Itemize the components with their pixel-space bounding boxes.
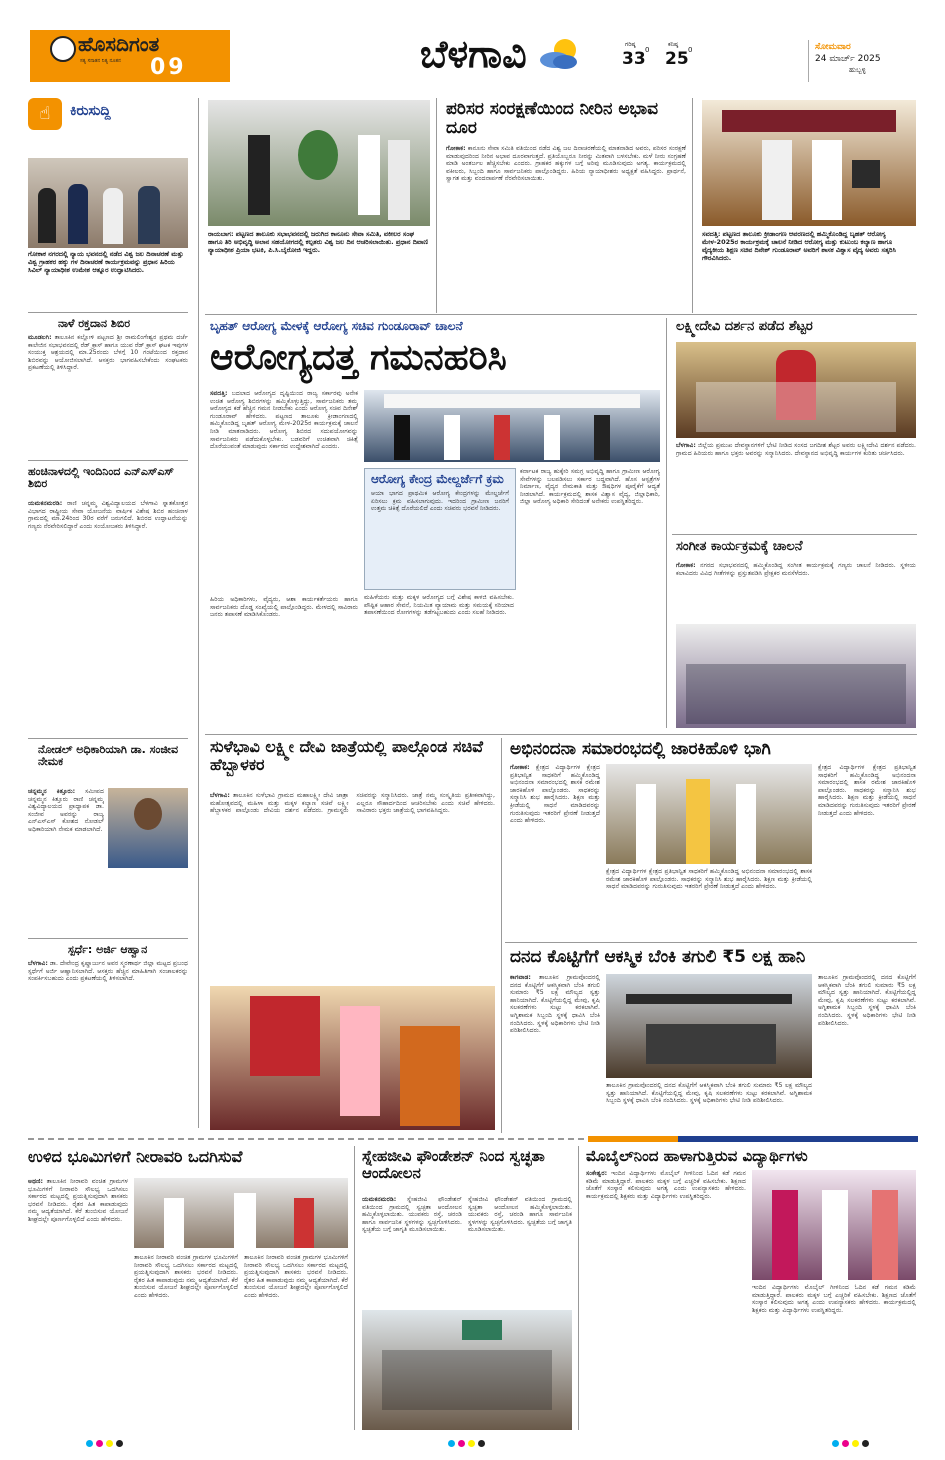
color-registration-dots	[86, 1440, 123, 1447]
temp-max-value: 33	[622, 49, 646, 69]
edition-name: ಬೆಳಗಾವಿ	[420, 32, 527, 76]
sulebhavi-body: ಬೆಳಗಾವಿ: ತಾಲೂಕಿನ ಸುಳೆಭಾವಿ ಗ್ರಾಮದ ಮಹಾಲಕ್ಷ್ಮೀ ದೇವಿ ಜಾತ್ರಾ ಮಹೋತ್ಸವದಲ್ಲಿ ಮಹಿಳಾ ಮತ್ತು ಮಕ್ಕಳ ಕಲ್ಯಾಣ ಸಚಿವೆ ಲಕ್ಷ್ಮೀ ಹೆಬ್ಬಾಳಕರ ಪಾಲ್ಗೊಂಡು ದೇವಿಯ ದರ್ಶನ ಪಡೆದರು. ಗ್ರಾಮಸ್ಥರು ಸಚಿವರನ್ನು ಸನ್ಮಾನಿಸಿದರು. ಜಾತ್ರೆ ನಮ್ಮ ಸಂಸ್ಕೃತಿಯ ಪ್ರತೀಕವಾಗಿದ್ದು, ಎಲ್ಲರೂ ಸೌಹಾರ್ದದಿಂದ ಆಚರಿಸಬೇಕು ಎಂದು ಸಚಿವೆ ಹೇಳಿದರು. ಸಾವಿರಾರು ಭಕ್ತರು ಜಾತ್ರೆಯಲ್ಲಿ ಭಾಗವಹಿಸಿದ್ದರು.	[210, 792, 495, 815]
brief-3-body: ಚನ್ನಮ್ಮನ ಕಿತ್ತೂರು: ಸಮೀಪದ ಚನ್ನಮ್ಮನ ಕಿತ್ತೂರು ರಾಣಿ ಚನ್ನಮ್ಮ ವಿಶ್ವವಿದ್ಯಾಲಯದ ಪ್ರಾಧ್ಯಾಪಕ ಡಾ. ಸಂಜೀವ ಅವರನ್ನು ರಾಜ್ಯ ಎನ್‌ಎಸ್‌ಎಸ್ ಕೋಶದ ನೋಡಲ್ ಅಧಿಕಾರಿಯಾಗಿ ನೇಮಕ ಮಾಡಲಾಗಿದೆ.	[28, 788, 104, 833]
brief-2-title: ಹಂಚಿನಾಳದಲ್ಲಿ ಇಂದಿನಿಂದ ಎನ್‌ಎಸ್‌ಎಸ್ ಶಿಬಿರ	[28, 465, 174, 491]
brief-3-portrait	[108, 788, 188, 868]
lead-col-3: ಕರ್ನಾಟಕ ರಾಜ್ಯ ಹುಕ್ಕೇರಿ ಸಮಗ್ರ ಅಭಿವೃದ್ಧಿ ಹಾಗೂ ಗ್ರಾಮೀಣ ಆರೋಗ್ಯ ಸೇವೆಗಳನ್ನು ಬಲಪಡಿಸಲು ಸರ್ಕಾರ ಬದ್ಧವಾಗಿದೆ. ಹೊಸ ಆಸ್ಪತ್ರೆಗಳ ನಿರ್ಮಾಣ, ವೈದ್ಯರ ನೇಮಕಾತಿ ಮತ್ತು ಔಷಧಿಗಳ ಪೂರೈಕೆಗೆ ಆದ್ಯತೆ ನೀಡಲಾಗಿದೆ. ಕಾರ್ಯಕ್ರಮದಲ್ಲಿ ಶಾಸಕ ವಿಶ್ವಾಸ ವೈದ್ಯ, ಜಿಲ್ಲಾಧಿಕಾರಿ, ಜಿಲ್ಲಾ ಆರೋಗ್ಯ ಅಧಿಕಾರಿ ಸೇರಿದಂತೆ ಅನೇಕರು ಉಪಸ್ಥಿತರಿದ್ದರು.	[520, 468, 660, 506]
temp-max-degree: 0	[645, 46, 650, 54]
brief-4-body: ಬೆಳಗಾವಿ: ಡಾ. ದೇವೇಂದ್ರ ಕೃಷ್ಣಾರ್ಜುನ ಅವರ ಸ್ಮರಣಾರ್ಥ ಜಿಲ್ಲಾ ಮಟ್ಟದ ಪ್ರಬಂಧ ಸ್ಪರ್ಧೆಗೆ ಅರ್ಜಿ ಆಹ್ವಾನಿಸಲಾಗಿದೆ. ಆಸಕ್ತರು ಹೆಚ್ಚಿನ ಮಾಹಿತಿಗಾಗಿ ಸಂಚಾಲಕರನ್ನು ಸಂಪರ್ಕಿಸಬಹುದು ಎಂದು ಪ್ರಕಟಣೆಯಲ್ಲಿ ತಿಳಿಸಲಾಗಿದೆ.	[28, 960, 188, 983]
abhinandana-headline: ಅಭಿನಂದನಾ ಸಮಾರಂಭದಲ್ಲಿ ಜಾರಕಿಹೊಳಿ ಭಾಗಿ	[510, 739, 771, 759]
bottom-1-body: ಅಥಣಿ: ತಾಲೂಕಿನ ನೀರಾವರಿ ವಂಚಿತ ಗ್ರಾಮಗಳ ಭೂಮಿಗಳಿಗೆ ನೀರಾವರಿ ಸೌಲಭ್ಯ ಒದಗಿಸಲು ಸರ್ಕಾರದ ಮಟ್ಟದಲ್ಲಿ ಪ್ರಯತ್ನಿಸುವುದಾಗಿ ಶಾಸಕರು ಭರವಸೆ ನೀಡಿದರು. ರೈತರ ಹಿತ ಕಾಪಾಡುವುದು ನಮ್ಮ ಆದ್ಯತೆಯಾಗಿದೆ. ಕೆರೆ ತುಂಬಿಸುವ ಯೋಜನೆ ಶೀಘ್ರದಲ್ಲೇ ಪೂರ್ಣಗೊಳ್ಳಲಿದೆ ಎಂದು ಹೇಳಿದರು.	[28, 1178, 128, 1223]
bottom-1-body-3: ತಾಲೂಕಿನ ನೀರಾವರಿ ವಂಚಿತ ಗ್ರಾಮಗಳ ಭೂಮಿಗಳಿಗೆ ನೀರಾವರಿ ಸೌಲಭ್ಯ ಒದಗಿಸಲು ಸರ್ಕಾರದ ಮಟ್ಟದಲ್ಲಿ ಪ್ರಯತ್ನಿಸುವುದಾಗಿ ಶಾಸಕರು ಭರವಸೆ ನೀಡಿದರು. ರೈತರ ಹಿತ ಕಾಪಾಡುವುದು ನಮ್ಮ ಆದ್ಯತೆಯಾಗಿದೆ. ಕೆರೆ ತುಂಬಿಸುವ ಯೋಜನೆ ಶೀಘ್ರದಲ್ಲೇ ಪೂರ್ಣಗೊಳ್ಳಲಿದೆ ಎಂದು ಹೇಳಿದರು.	[244, 1254, 348, 1299]
lead-photo	[364, 390, 660, 462]
kirusuddi-photo	[28, 158, 188, 248]
weekday: ಸೋಮವಾರ	[815, 42, 851, 52]
temp-min-degree: 0	[688, 46, 693, 54]
color-registration-dots-center	[448, 1440, 485, 1447]
brief-4-title: ಸ್ಪರ್ಧೆ: ಅರ್ಜಿ ಆಹ್ವಾನ	[68, 943, 148, 956]
danada-photo	[606, 974, 812, 1078]
lead-headline: ಆರೋಗ್ಯದತ್ತ ಗಮನಹರಿಸಿ	[210, 337, 507, 378]
sangeeta-headline: ಸಂಗೀತ ಕಾರ್ಯಕ್ರಮಕ್ಕೆ ಚಾಲನೆ	[676, 539, 803, 554]
bottom-3-headline: ಮೊಬೈಲ್‌ನಿಂದ ಹಾಳಾಗುತ್ತಿರುವ ವಿದ್ಯಾರ್ಥಿಗಳು	[586, 1147, 808, 1165]
top-story-3-caption: ಸವದತ್ತಿ: ಪಟ್ಟಣದ ತಾಲೂಕು ಕ್ರೀಡಾಂಗಣ ಆವರಣದಲ್ಲಿ ಹಮ್ಮಿಕೊಂಡಿದ್ದ ಬೃಹತ್ ಆರೋಗ್ಯ ಮೇಳ-2025ರ ಕಾರ್ಯಕ್ರಮಕ್ಕೆ ಚಾಲನೆ ನೀಡಿದ ಆರೋಗ್ಯ ಮತ್ತು ಕುಟುಂಬ ಕಲ್ಯಾಣ ಹಾಗೂ ವೈದ್ಯಕೀಯ ಶಿಕ್ಷಣ ಸಚಿವ ದಿನೇಶ್ ಗುಂಡೂರಾವ್ ಅವರಿಗೆ ಶಾಸಕ ವಿಶ್ವಾಸ ವೈದ್ಯ ಅವರು ಸತ್ಕರಿಸಿ ಗೌರವಿಸಿದರು.	[702, 230, 896, 262]
abhinandana-body: ಗೋಕಾಕ: ಕ್ಷೇತ್ರದ ವಿದ್ಯಾರ್ಥಿಗಳ ಕ್ಷೇತ್ರದ ಪ್ರತಿಭಾನ್ವಿತ ಸಾಧಕರಿಗೆ ಹಮ್ಮಿಕೊಂಡಿದ್ದ ಅಭಿನಂದನಾ ಸಮಾರಂಭದಲ್ಲಿ ಶಾಸಕ ರಮೇಶ ಜಾರಕಿಹೊಳಿ ಪಾಲ್ಗೊಂಡರು. ಸಾಧಕರನ್ನು ಸನ್ಮಾನಿಸಿ ಶುಭ ಹಾರೈಸಿದರು. ಶಿಕ್ಷಣ ಮತ್ತು ಕ್ರೀಡೆಯಲ್ಲಿ ಸಾಧನೆ ಮಾಡಿದವರನ್ನು ಗುರುತಿಸುವುದು ಇತರರಿಗೆ ಪ್ರೇರಣೆ ನೀಡುತ್ತದೆ ಎಂದು ಹೇಳಿದರು.	[510, 764, 600, 825]
bottom-1-body-2: ತಾಲೂಕಿನ ನೀರಾವರಿ ವಂಚಿತ ಗ್ರಾಮಗಳ ಭೂಮಿಗಳಿಗೆ ನೀರಾವರಿ ಸೌಲಭ್ಯ ಒದಗಿಸಲು ಸರ್ಕಾರದ ಮಟ್ಟದಲ್ಲಿ ಪ್ರಯತ್ನಿಸುವುದಾಗಿ ಶಾಸಕರು ಭರವಸೆ ನೀಡಿದರು. ರೈತರ ಹಿತ ಕಾಪಾಡುವುದು ನಮ್ಮ ಆದ್ಯತೆಯಾಗಿದೆ. ಕೆರೆ ತುಂಬಿಸುವ ಯೋಜನೆ ಶೀಘ್ರದಲ್ಲೇ ಪೂರ್ಣಗೊಳ್ಳಲಿದೆ ಎಂದು ಹೇಳಿದರು.	[134, 1254, 238, 1299]
temp-max-label: ಗರಿಷ್ಠ	[625, 41, 636, 48]
lead-inset-box	[364, 468, 516, 590]
brand-logo-icon	[50, 36, 76, 62]
lead-inset-title: ಆರೋಗ್ಯ ಕೇಂದ್ರ ಮೇಲ್ದರ್ಜೆಗೆ ಕ್ರಮ	[371, 472, 504, 486]
brief-1-body: ಮೂಡಲಗಿ: ತಾಲೂಕಿನ ಕಲ್ಲೋಳಿ ಪಟ್ಟಣದ ಶ್ರೀ ರಾಮಲಿಂಗೇಶ್ವರ ಪ್ರಥಮ ದರ್ಜೆ ಕಾಲೇಜಿನ ಸಭಾಭವನದಲ್ಲಿ ರೆಡ್ ಕ್ರಾಸ್ ಹಾಗೂ ಯುವ ರೆಡ್ ಕ್ರಾಸ್ ಘಟಕ ಇವುಗಳ ಸಂಯುಕ್ತ ಆಶ್ರಯದಲ್ಲಿ ಮಾ.25ರಂದು ಬೆಳಗ್ಗೆ 10 ಗಂಟೆಯಿಂದ ರಕ್ತದಾನ ಶಿಬಿರವನ್ನು ಆಯೋಜಿಸಲಾಗಿದೆ. ಆಸಕ್ತರು ಭಾಗವಹಿಸಬೇಕೆಂದು ಸಂಘಟಕರು ಪ್ರಕಟಣೆಯಲ್ಲಿ ತಿಳಿಸಿದ್ದಾರೆ.	[28, 334, 188, 372]
kirusuddi-header	[28, 98, 188, 130]
brief-2-body: ಯಮಕನಮರಡಿ: ರಾಣಿ ಚನ್ನಮ್ಮ ವಿಶ್ವವಿದ್ಯಾಲಯದ ಬೆಳಗಾವಿ ಸ್ನಾತಕೋತ್ತರ ವಿಭಾಗದ ರಾಷ್ಟ್ರೀಯ ಸೇವಾ ಯೋಜನೆಯ ವಾರ್ಷಿಕ ವಿಶೇಷ ಶಿಬಿರ ಹಂಚಿನಾಳ ಗ್ರಾಮದಲ್ಲಿ ಮಾ.24ರಿಂದ 30ರ ವರೆಗೆ ಜರುಗಲಿದೆ. ಶಿಬಿರದ ಉದ್ಘಾಟನೆಯನ್ನು ಗಣ್ಯರು ನೆರವೇರಿಸಲಿದ್ದಾರೆ ಎಂದು ಸಂಯೋಜಕರು ತಿಳಿಸಿದ್ದಾರೆ.	[28, 500, 188, 530]
date-box	[808, 40, 917, 82]
abhinandana-body-2: ಕ್ಷೇತ್ರದ ವಿದ್ಯಾರ್ಥಿಗಳ ಕ್ಷೇತ್ರದ ಪ್ರತಿಭಾನ್ವಿತ ಸಾಧಕರಿಗೆ ಹಮ್ಮಿಕೊಂಡಿದ್ದ ಅಭಿನಂದನಾ ಸಮಾರಂಭದಲ್ಲಿ ಶಾಸಕ ರಮೇಶ ಜಾರಕಿಹೊಳಿ ಪಾಲ್ಗೊಂಡರು. ಸಾಧಕರನ್ನು ಸನ್ಮಾನಿಸಿ ಶುಭ ಹಾರೈಸಿದರು. ಶಿಕ್ಷಣ ಮತ್ತು ಕ್ರೀಡೆಯಲ್ಲಿ ಸಾಧನೆ ಮಾಡಿದವರನ್ನು ಗುರುತಿಸುವುದು ಇತರರಿಗೆ ಪ್ರೇರಣೆ ನೀಡುತ್ತದೆ ಎಂದು ಹೇಳಿದರು.	[606, 868, 812, 891]
weather-icon	[535, 34, 585, 74]
sangeeta-photo	[676, 624, 916, 728]
sangeeta-body: ಗೋಕಾಕ: ನಗರದ ಸಭಾಭವನದಲ್ಲಿ ಹಮ್ಮಿಕೊಂಡಿದ್ದ ಸಂಗೀತ ಕಾರ್ಯಕ್ರಮಕ್ಕೆ ಗಣ್ಯರು ಚಾಲನೆ ನೀಡಿದರು. ಸ್ಥಳೀಯ ಕಲಾವಿದರು ವಿವಿಧ ಗೀತೆಗಳನ್ನು ಪ್ರಸ್ತುತಪಡಿಸಿ ಪ್ರೇಕ್ಷಕರ ಮನಸೆಳೆದರು.	[676, 562, 916, 577]
danada-headline: ದನದ ಕೊಟ್ಟಿಗೆಗೆ ಆಕಸ್ಮಿಕ ಬೆಂಕಿ ತಗುಲಿ ₹5 ಲಕ್ಷ ಹಾನಿ	[510, 947, 806, 967]
temp-min-value: 25	[665, 49, 689, 69]
city: ಹುಬ್ಬಳ್ಳಿ	[849, 66, 866, 74]
bottom-1-headline: ಉಳಿದ ಭೂಮಿಗಳಿಗೆ ನೀರಾವರಿ ಒದಗಿಸುವೆ	[28, 1147, 243, 1166]
masthead	[0, 0, 945, 95]
lead-col-1: ಸವದತ್ತಿ: ಬದಲಾದ ಆರೋಗ್ಯದ ದೃಷ್ಟಿಯಿಂದ ರಾಜ್ಯ ಸರ್ಕಾರವು ಅನೇಕ ಉಚಿತ ಆರೋಗ್ಯ ಶಿಬಿರಗಳನ್ನು ಹಮ್ಮಿಕೊಳ್ಳುತ್ತಿದ್ದು, ಸಾರ್ವಜನಿಕರು ತಮ್ಮ ಆರೋಗ್ಯದ ಕಡೆ ಹೆಚ್ಚಿನ ಗಮನ ನೀಡಬೇಕು ಎಂದು ಆರೋಗ್ಯ ಸಚಿವ ದಿನೇಶ್ ಗುಂಡೂರಾವ್ ಹೇಳಿದರು. ಪಟ್ಟಣದ ತಾಲೂಕು ಕ್ರೀಡಾಂಗಣದಲ್ಲಿ ಹಮ್ಮಿಕೊಂಡಿದ್ದ ಬೃಹತ್ ಆರೋಗ್ಯ ಮೇಳ-2025ರ ಕಾರ್ಯಕ್ರಮಕ್ಕೆ ಚಾಲನೆ ನೀಡಿ ಮಾತನಾಡಿದರು. ಆರೋಗ್ಯ ಶಿಬಿರದ ಸದುಪಯೋಗವನ್ನು ಸಾರ್ವಜನಿಕರು ಪಡೆದುಕೊಳ್ಳಬೇಕು. ಬಡವರಿಗೆ ಉಚಿತವಾಗಿ ಚಿಕಿತ್ಸೆ ದೊರೆಯುವಂತೆ ಮಾಡುವುದು ಸರ್ಕಾರದ ಉದ್ದೇಶವಾಗಿದೆ ಎಂದರು.	[210, 390, 358, 451]
color-registration-dots-right	[832, 1440, 869, 1447]
top-story-3-photo	[702, 100, 916, 226]
kirusuddi-title: ಕಿರುಸುದ್ದಿ	[70, 103, 111, 119]
brief-3-title: ನೋಡಲ್ ಅಧಿಕಾರಿಯಾಗಿ ಡಾ. ಸಂಜೀವ ನೇಮಕ	[38, 743, 179, 769]
kirusuddi-column	[28, 98, 196, 1128]
lakshmi-headline: ಲಕ್ಷ್ಮೀದೇವಿ ದರ್ಶನ ಪಡೆದ ಶೆಟ್ಟರ	[676, 319, 813, 334]
lakshmi-photo	[676, 342, 916, 438]
bottom-3-body-2: ಇಂದಿನ ವಿದ್ಯಾರ್ಥಿಗಳು ಮೊಬೈಲ್ ಗೀಳಿನಿಂದ ಓದಿನ ಕಡೆ ಗಮನ ಕಡಿಮೆ ಮಾಡುತ್ತಿದ್ದಾರೆ. ಪಾಲಕರು ಮಕ್ಕಳ ಬಗ್ಗೆ ಎಚ್ಚರಿಕೆ ವಹಿಸಬೇಕು. ಶಿಕ್ಷಣದ ಜೊತೆಗೆ ಸಂಸ್ಕಾರ ಕಲಿಸುವುದು ಅಗತ್ಯ ಎಂದು ಉಪನ್ಯಾಸಕರು ಹೇಳಿದರು. ಕಾರ್ಯಕ್ರಮದಲ್ಲಿ ಶಿಕ್ಷಕರು ಮತ್ತು ವಿದ್ಯಾರ್ಥಿಗಳು ಉಪಸ್ಥಿತರಿದ್ದರು.	[752, 1284, 916, 1314]
bottom-divider	[28, 1136, 918, 1142]
lead-inset-text: ಆಯಾ ಭಾಗದ ಪ್ರಾಥಮಿಕ ಆರೋಗ್ಯ ಕೇಂದ್ರಗಳನ್ನು ಮೇಲ್ದರ್ಜೆಗೆ ಏರಿಸಲು ಕ್ರಮ ವಹಿಸಲಾಗುವುದು. ಇದರಿಂದ ಗ್ರಾಮೀಣ ಜನರಿಗೆ ಉತ್ತಮ ಚಿಕಿತ್ಸೆ ದೊರೆಯಲಿದೆ ಎಂದು ಸಚಿವರು ಭರವಸೆ ನೀಡಿದರು.	[371, 490, 509, 513]
brand-name: ಹೊಸದಿಗಂತ	[78, 32, 160, 56]
bottom-3-body: ಸಂಕೇಶ್ವರ: ಇಂದಿನ ವಿದ್ಯಾರ್ಥಿಗಳು ಮೊಬೈಲ್ ಗೀಳಿನಿಂದ ಓದಿನ ಕಡೆ ಗಮನ ಕಡಿಮೆ ಮಾಡುತ್ತಿದ್ದಾರೆ. ಪಾಲಕರು ಮಕ್ಕಳ ಬಗ್ಗೆ ಎಚ್ಚರಿಕೆ ವಹಿಸಬೇಕು. ಶಿಕ್ಷಣದ ಜೊತೆಗೆ ಸಂಸ್ಕಾರ ಕಲಿಸುವುದು ಅಗತ್ಯ ಎಂದು ಉಪನ್ಯಾಸಕರು ಹೇಳಿದರು. ಕಾರ್ಯಕ್ರಮದಲ್ಲಿ ಶಿಕ್ಷಕರು ಮತ್ತು ವಿದ್ಯಾರ್ಥಿಗಳು ಉಪಸ್ಥಿತರಿದ್ದರು.	[586, 1170, 746, 1200]
lead-kicker: ಬೃಹತ್ ಆರೋಗ್ಯ ಮೇಳಕ್ಕೆ ಆರೋಗ್ಯ ಸಚಿವ ಗುಂಡೂರಾವ್ ಚಾಲನೆ	[210, 319, 463, 333]
sulebhavi-photo	[210, 986, 495, 1130]
top-story-1-caption: ರಾಯಬಾಗ: ಪಟ್ಟಣದ ತಾಲೂಕು ಸಭಾಭವನದಲ್ಲಿ ಜರುಗಿದ ಕಾನೂನು ಸೇವಾ ಸಮಿತಿ, ವಕೀಲರ ಸಂಘ ಹಾಗೂ ತಿರಿ ಅಭಿವೃದ್ಧಿ ಅಲಾನ ಸಹಯೋಗದಲ್ಲಿ ಕಲ್ಪತರು ವಿಶ್ವ ಜಲ ದಿನ ಆಚರಿಸಲಾಯಿತು. ಪ್ರಧಾನ ದಿವಾಣಿ ನ್ಯಾಯಾಧೀಶ ಪ್ರಿಯಾ ಭಟಕಿ, ಪಿ.ಸಿ.ಬೈರೋಜಿ ಇದ್ದರು.	[208, 230, 428, 254]
bottom-2-body-2: ಸ್ನೇಹಜೀವಿ ಫೌಂಡೇಶನ್ ವತಿಯಿಂದ ಗ್ರಾಮದಲ್ಲಿ ಸ್ವಚ್ಛತಾ ಆಂದೋಲನ ಹಮ್ಮಿಕೊಳ್ಳಲಾಯಿತು. ಯುವಕರು ರಸ್ತೆ, ಚರಂಡಿ ಹಾಗೂ ಸಾರ್ವಜನಿಕ ಸ್ಥಳಗಳನ್ನು ಸ್ವಚ್ಛಗೊಳಿಸಿದರು. ಸ್ವಚ್ಛತೆಯ ಬಗ್ಗೆ ಜಾಗೃತಿ ಮೂಡಿಸಲಾಯಿತು.	[468, 1196, 572, 1234]
danada-body-2: ತಾಲೂಕಿನ ಗ್ರಾಮವೊಂದರಲ್ಲಿ ದನದ ಕೊಟ್ಟಿಗೆಗೆ ಆಕಸ್ಮಿಕವಾಗಿ ಬೆಂಕಿ ತಗುಲಿ ಸುಮಾರು ₹5 ಲಕ್ಷ ಮೌಲ್ಯದ ಸ್ವತ್ತು ಹಾನಿಯಾಗಿದೆ. ಕೊಟ್ಟಿಗೆಯಲ್ಲಿದ್ದ ಮೇವು, ಕೃಷಿ ಸಲಕರಣೆಗಳು ಸುಟ್ಟು ಕರಕಲಾಗಿವೆ. ಅಗ್ನಿಶಾಮಕ ಸಿಬ್ಬಂದಿ ಸ್ಥಳಕ್ಕೆ ಧಾವಿಸಿ ಬೆಂಕಿ ನಂದಿಸಿದರು. ಸ್ಥಳಕ್ಕೆ ಅಧಿಕಾರಿಗಳು ಭೇಟಿ ನೀಡಿ ಪರಿಶೀಲಿಸಿದರು.	[606, 1082, 812, 1105]
bottom-2-headline: ಸ್ನೇಹಜೀವಿ ಫೌಂಡೇಶನ್ ನಿಂದ ಸ್ವಚ್ಛತಾ ಆಂದೋಲನ	[362, 1147, 545, 1182]
pointing-hand-icon: ☝	[28, 98, 62, 130]
abhinandana-body-3: ಕ್ಷೇತ್ರದ ವಿದ್ಯಾರ್ಥಿಗಳ ಕ್ಷೇತ್ರದ ಪ್ರತಿಭಾನ್ವಿತ ಸಾಧಕರಿಗೆ ಹಮ್ಮಿಕೊಂಡಿದ್ದ ಅಭಿನಂದನಾ ಸಮಾರಂಭದಲ್ಲಿ ಶಾಸಕ ರಮೇಶ ಜಾರಕಿಹೊಳಿ ಪಾಲ್ಗೊಂಡರು. ಸಾಧಕರನ್ನು ಸನ್ಮಾನಿಸಿ ಶುಭ ಹಾರೈಸಿದರು. ಶಿಕ್ಷಣ ಮತ್ತು ಕ್ರೀಡೆಯಲ್ಲಿ ಸಾಧನೆ ಮಾಡಿದವರನ್ನು ಗುರುತಿಸುವುದು ಇತರರಿಗೆ ಪ್ರೇರಣೆ ನೀಡುತ್ತದೆ ಎಂದು ಹೇಳಿದರು.	[818, 764, 916, 817]
kirusuddi-photo-caption: ಗೋಕಾಕ ನಗರದಲ್ಲಿ ನ್ಯಾಯ ಭವನದಲ್ಲಿ ನಡೆದ ವಿಶ್ವ ಜಲ ದಿನಾಚರಣೆ ಮತ್ತು ವಿಶ್ವ ಗ್ರಾಹಕರ ಹಕ್ಕು ಗಳ ದಿನಾಚರಣೆ ಕಾರ್ಯಕ್ರಮವನ್ನು ಪ್ರಧಾನ ಹಿರಿಯ ಸಿವಿಲ್ ನ್ಯಾಯಾಧೀಶ ಉಮೇಶ ಆತ್ನೂರ ಉದ್ಘಾಟಿಸಿದರು.	[28, 250, 184, 274]
bottom-2-body: ಯಮಕನಮರಡಿ: ಸ್ನೇಹಜೀವಿ ಫೌಂಡೇಶನ್ ವತಿಯಿಂದ ಗ್ರಾಮದಲ್ಲಿ ಸ್ವಚ್ಛತಾ ಆಂದೋಲನ ಹಮ್ಮಿಕೊಳ್ಳಲಾಯಿತು. ಯುವಕರು ರಸ್ತೆ, ಚರಂಡಿ ಹಾಗೂ ಸಾರ್ವಜನಿಕ ಸ್ಥಳಗಳನ್ನು ಸ್ವಚ್ಛಗೊಳಿಸಿದರು. ಸ್ವಚ್ಛತೆಯ ಬಗ್ಗೆ ಜಾಗೃತಿ ಮೂಡಿಸಲಾಯಿತು.	[362, 1196, 462, 1234]
lead-col-1b: ಹಿರಿಯ ಅಧಿಕಾರಿಗಳು, ವೈದ್ಯರು, ಆಶಾ ಕಾರ್ಯಕರ್ತೆಯರು ಹಾಗೂ ಸಾರ್ವಜನಿಕರು ದೊಡ್ಡ ಸಂಖ್ಯೆಯಲ್ಲಿ ಪಾಲ್ಗೊಂಡಿದ್ದರು. ಮೇಳದಲ್ಲಿ ಸಾವಿರಾರು ಜನರು ತಪಾಸಣೆ ಮಾಡಿಸಿಕೊಂಡರು.	[210, 596, 358, 619]
sulebhavi-headline: ಸುಳೆಭಾವಿ ಲಕ್ಷ್ಮೀ ದೇವಿ ಜಾತ್ರೆಯಲ್ಲಿ ಪಾಲ್ಗೊಂಡ ಸಚಿವೆ ಹೆಬ್ಬಾಳಕರ	[210, 737, 484, 774]
bottom-3-photo	[752, 1170, 916, 1280]
abhinandana-photo	[606, 764, 812, 864]
bottom-2-photo	[362, 1310, 572, 1430]
danada-body-3: ತಾಲೂಕಿನ ಗ್ರಾಮವೊಂದರಲ್ಲಿ ದನದ ಕೊಟ್ಟಿಗೆಗೆ ಆಕಸ್ಮಿಕವಾಗಿ ಬೆಂಕಿ ತಗುಲಿ ಸುಮಾರು ₹5 ಲಕ್ಷ ಮೌಲ್ಯದ ಸ್ವತ್ತು ಹಾನಿಯಾಗಿದೆ. ಕೊಟ್ಟಿಗೆಯಲ್ಲಿದ್ದ ಮೇವು, ಕೃಷಿ ಸಲಕರಣೆಗಳು ಸುಟ್ಟು ಕರಕಲಾಗಿವೆ. ಅಗ್ನಿಶಾಮಕ ಸಿಬ್ಬಂದಿ ಸ್ಥಳಕ್ಕೆ ಧಾವಿಸಿ ಬೆಂಕಿ ನಂದಿಸಿದರು. ಸ್ಥಳಕ್ಕೆ ಅಧಿಕಾರಿಗಳು ಭೇಟಿ ನೀಡಿ ಪರಿಶೀಲಿಸಿದರು.	[818, 974, 916, 1027]
bottom-1-photo	[134, 1178, 348, 1248]
top-story-1-photo	[208, 100, 430, 226]
brief-1-title: ನಾಳೆ ರಕ್ತದಾನ ಶಿಬಿರ	[58, 317, 131, 330]
lakshmi-body: ಬೆಳಗಾವಿ: ಜಿಲ್ಲೆಯ ಪ್ರಮುಖ ದೇವಸ್ಥಾನಗಳಿಗೆ ಭೇಟಿ ನೀಡಿದ ಸಂಸದ ಜಗದೀಶ ಶೆಟ್ಟರ ಅವರು ಲಕ್ಷ್ಮೀದೇವಿ ದರ್ಶನ ಪಡೆದರು. ಗ್ರಾಮದ ಹಿರಿಯರು ಹಾಗೂ ಭಕ್ತರು ಅವರನ್ನು ಸನ್ಮಾನಿಸಿದರು. ದೇವಸ್ಥಾನದ ಅಭಿವೃದ್ಧಿ ಕಾರ್ಯಗಳ ಕುರಿತು ಚರ್ಚಿಸಿದರು.	[676, 442, 916, 457]
page-number: 09	[150, 55, 187, 80]
temp-min-label: ಕನಿಷ್ಠ	[668, 41, 679, 48]
danada-body: ಕಾಗವಾಡ: ತಾಲೂಕಿನ ಗ್ರಾಮವೊಂದರಲ್ಲಿ ದನದ ಕೊಟ್ಟಿಗೆಗೆ ಆಕಸ್ಮಿಕವಾಗಿ ಬೆಂಕಿ ತಗುಲಿ ಸುಮಾರು ₹5 ಲಕ್ಷ ಮೌಲ್ಯದ ಸ್ವತ್ತು ಹಾನಿಯಾಗಿದೆ. ಕೊಟ್ಟಿಗೆಯಲ್ಲಿದ್ದ ಮೇವು, ಕೃಷಿ ಸಲಕರಣೆಗಳು ಸುಟ್ಟು ಕರಕಲಾಗಿವೆ. ಅಗ್ನಿಶಾಮಕ ಸಿಬ್ಬಂದಿ ಸ್ಥಳಕ್ಕೆ ಧಾವಿಸಿ ಬೆಂಕಿ ನಂದಿಸಿದರು. ಸ್ಥಳಕ್ಕೆ ಅಧಿಕಾರಿಗಳು ಭೇಟಿ ನೀಡಿ ಪರಿಶೀಲಿಸಿದರು.	[510, 974, 600, 1035]
top-story-2-body: ಗೋಕಾಕ: ಕಾನೂನು ಸೇವಾ ಸಮಿತಿ ವತಿಯಿಂದ ನಡೆದ ವಿಶ್ವ ಜಲ ದಿನಾಚರಣೆಯಲ್ಲಿ ಮಾತನಾಡಿದ ಅವರು, ಪರಿಸರ ಸಂರಕ್ಷಣೆ ಮಾಡುವುದರಿಂದ ನೀರಿನ ಅಭಾವ ದೂರವಾಗುತ್ತದೆ. ಪ್ರತಿಯೊಬ್ಬರೂ ನೀರನ್ನು ಮಿತವಾಗಿ ಬಳಸಬೇಕು. ಮಳೆ ನೀರು ಸಂಗ್ರಹಣೆ ಮಾಡಿ ಅಂತರ್ಜಲ ಹೆಚ್ಚಿಸಬೇಕು ಎಂದರು. ಗ್ರಾಹಕರ ಹಕ್ಕುಗಳ ಬಗ್ಗೆ ಅರಿವು ಮೂಡಿಸುವುದು ಅಗತ್ಯ. ಕಾರ್ಯಕ್ರಮದಲ್ಲಿ ವಕೀಲರು, ಸಿಬ್ಬಂದಿ ಹಾಗೂ ಸಾರ್ವಜನಿಕರು ಪಾಲ್ಗೊಂಡಿದ್ದರು. ಹಿರಿಯ ನ್ಯಾಯಾಧೀಶರು ಅಧ್ಯಕ್ಷತೆ ವಹಿಸಿದ್ದರು. ಪ್ರಾರ್ಥನೆ, ಸ್ವಾಗತ ಮತ್ತು ವಂದನಾರ್ಪಣೆ ನೆರವೇರಿಸಲಾಯಿತು.	[446, 145, 686, 183]
top-story-2-headline: ಪರಿಸರ ಸಂರಕ್ಷಣೆಯಿಂದ ನೀರಿನ ಅಭಾವ ದೂರ	[446, 99, 659, 138]
date: 24 ಮಾರ್ಚ್ 2025	[815, 54, 881, 64]
lead-col-2: ಮಹಿಳೆಯರು ಮತ್ತು ಮಕ್ಕಳ ಆರೋಗ್ಯದ ಬಗ್ಗೆ ವಿಶೇಷ ಕಾಳಜಿ ವಹಿಸಬೇಕು. ಪೌಷ್ಟಿಕ ಆಹಾರ ಸೇವನೆ, ನಿಯಮಿತ ವ್ಯಾಯಾಮ ಮತ್ತು ಸಮಯಕ್ಕೆ ಸರಿಯಾದ ತಪಾಸಣೆಯಿಂದ ರೋಗಗಳನ್ನು ತಡೆಗಟ್ಟಬಹುದು ಎಂದು ಸಲಹೆ ನೀಡಿದರು.	[364, 594, 514, 617]
brand-tagline: ಸತ್ಯ ಸನಾತನ ನಿತ್ಯ ನೂತನ	[80, 58, 121, 64]
